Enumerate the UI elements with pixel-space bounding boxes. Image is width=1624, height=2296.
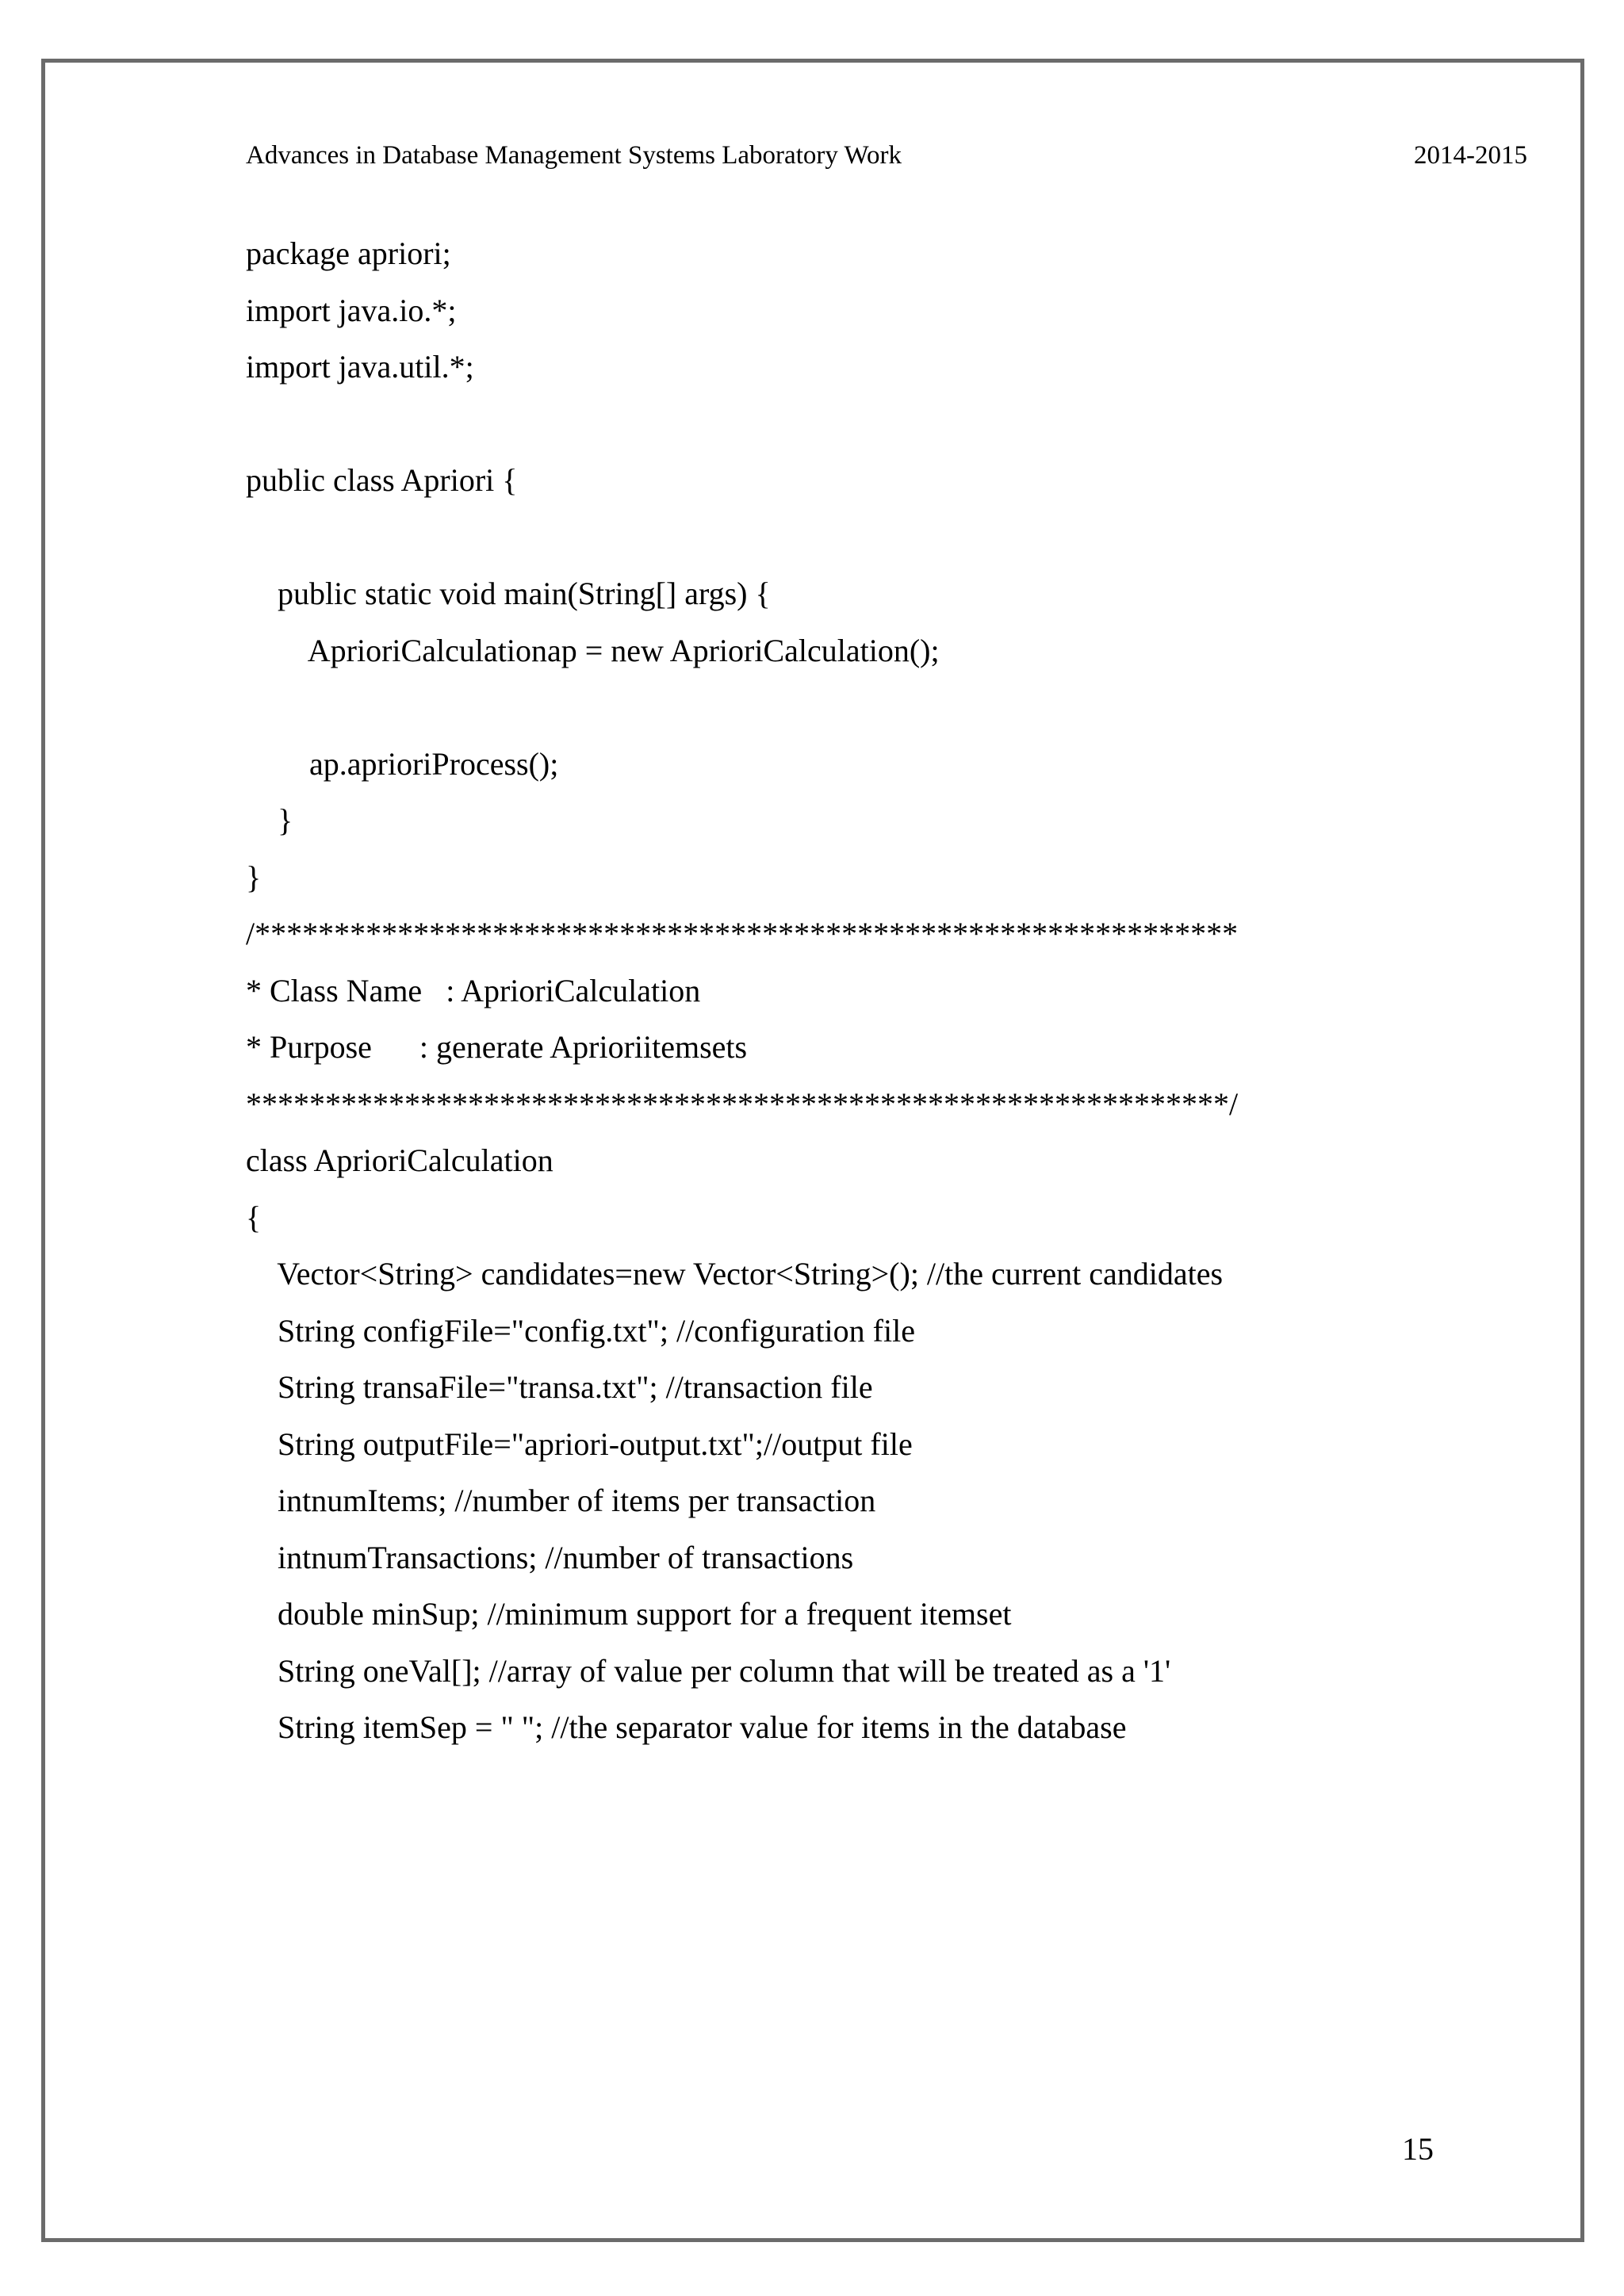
code-line: String oneVal[]; //array of value per column that will be treated as a '1' <box>246 1652 1171 1689</box>
code-line: String outputFile="apriori-output.txt";//output file <box>246 1425 913 1462</box>
code-line: class AprioriCalculation <box>246 1142 553 1178</box>
code-line: /************************************************************** <box>246 916 1239 951</box>
code-line: **************************************************************/ <box>246 1085 1239 1122</box>
code-line: { <box>246 1199 262 1235</box>
code-line: intnumTransactions; //number of transactions <box>246 1539 854 1575</box>
code-line: String transaFile="transa.txt"; //transaction file <box>246 1369 873 1405</box>
code-line: String configFile="config.txt"; //configuration file <box>246 1312 915 1349</box>
running-header-year: 2014-2015 <box>1414 141 1527 170</box>
code-line: AprioriCalculationap = new AprioriCalculation(); <box>246 632 940 668</box>
code-line: ap.aprioriProcess(); <box>246 745 559 782</box>
code-line: intnumItems; //number of items per transaction <box>246 1483 876 1518</box>
code-line: import java.util.*; <box>246 349 474 385</box>
page-number: 15 <box>1402 2131 1434 2167</box>
code-line: Vector<String> candidates=new Vector<String>(); //the current candidates <box>246 1256 1224 1292</box>
code-line: public static void main(String[] args) { <box>246 576 771 611</box>
code-line: } <box>246 802 293 838</box>
code-line <box>246 509 1515 566</box>
code-line: * Class Name : AprioriCalculation <box>246 972 701 1008</box>
code-line: import java.io.*; <box>246 292 457 328</box>
code-listing <box>246 225 1515 1756</box>
code-line: public class Apriori { <box>246 462 518 498</box>
code-line <box>246 679 1515 736</box>
code-line: } <box>246 859 262 895</box>
code-line: package apriori; <box>246 235 451 271</box>
code-line <box>246 396 1515 453</box>
code-line: String itemSep = " "; //the separator value for items in the database <box>246 1709 1127 1745</box>
code-line: * Purpose : generate Aprioriitemsets <box>246 1029 748 1065</box>
running-header-title: Advances in Database Management Systems Laboratory Work <box>246 141 902 170</box>
code-line: double minSup; //minimum support for a frequent itemset <box>246 1596 1012 1632</box>
